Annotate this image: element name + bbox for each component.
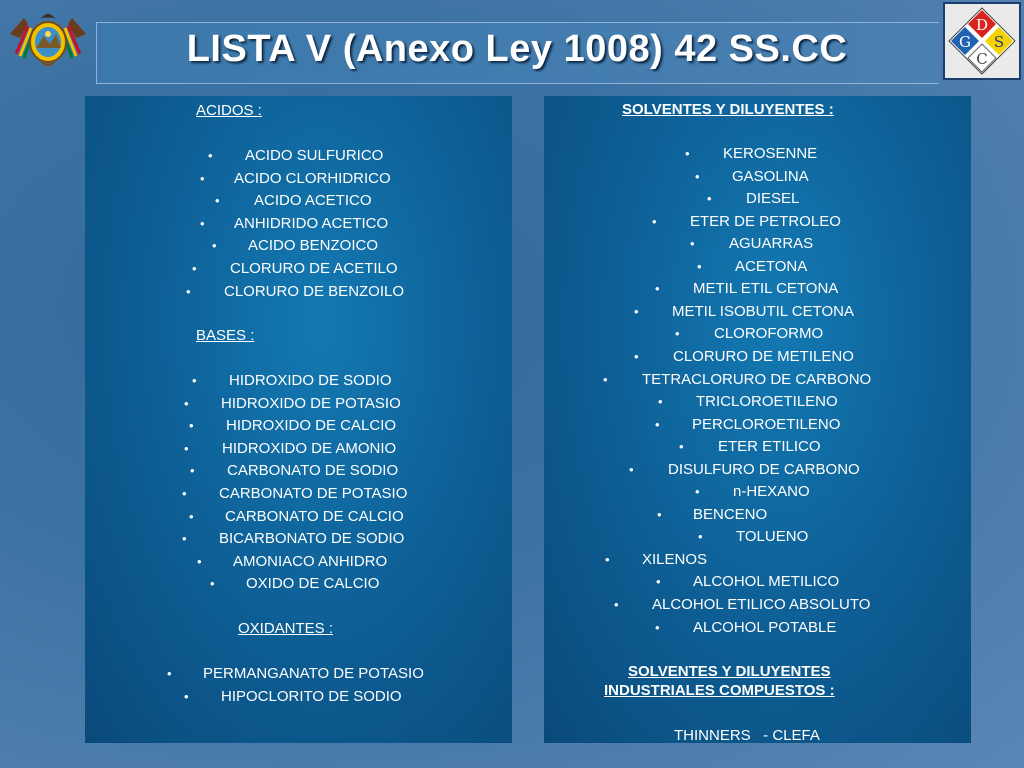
- list-item-text: AMONIACO ANHIDRO: [233, 552, 388, 570]
- bullet-icon: •: [614, 597, 619, 612]
- list-item-text: XILENOS: [642, 550, 708, 568]
- list-item-text: CLORURO DE ACETILO: [230, 260, 398, 277]
- list-item-text: ACIDO ACETICO: [254, 192, 372, 210]
- list-item-text: METIL ETIL CETONA: [693, 280, 839, 298]
- list-item-text: BICARBONATO DE SODIO: [219, 530, 405, 548]
- list-item-text: CLORURO DE METILENO: [673, 347, 854, 365]
- bullet-icon: •: [200, 215, 205, 231]
- list-item-text: TETRACLORURO DE CARBONO: [642, 370, 872, 388]
- list-item-text: HIDROXIDO DE CALCIO: [226, 417, 397, 435]
- solventes-heading: SOLVENTES Y DILUYENTES :: [622, 101, 834, 118]
- logo-letter-d: D: [975, 16, 989, 34]
- bullet-icon: •: [210, 576, 215, 592]
- list-item-text: ETER ETILICO: [718, 438, 821, 456]
- bullet-icon: •: [697, 258, 702, 274]
- bullet-icon: •: [698, 529, 703, 545]
- list-item-text: HIDROXIDO DE POTASIO: [221, 394, 401, 412]
- list-item-text: n-HEXANO: [733, 483, 810, 501]
- list-item-text: CLOROFORMO: [714, 325, 824, 343]
- list-item-text: HIPOCLORITO DE SODIO: [221, 687, 402, 705]
- bullet-icon: •: [695, 168, 700, 184]
- list-item-text: CARBONATO DE SODIO: [227, 462, 399, 480]
- logo-letter-s: S: [993, 33, 1005, 51]
- industriales-heading-line1: SOLVENTES Y DILUYENTES: [628, 663, 831, 680]
- list-item-text: ACIDO SULFURICO: [245, 147, 384, 164]
- list-item-text: TRICLOROETILENO: [696, 393, 838, 411]
- bullet-icon: •: [190, 463, 195, 479]
- industriales-heading-line2: INDUSTRIALES COMPUESTOS :: [604, 682, 835, 699]
- page-title: LISTA V (Anexo Ley 1008) 42 SS.CC: [186, 28, 848, 70]
- bullet-icon: •: [685, 146, 690, 161]
- list-item-text: METIL ISOBUTIL CETONA: [672, 302, 854, 320]
- logo-letter-c: C: [976, 50, 988, 68]
- list-item-text: ALCOHOL METILICO: [693, 573, 840, 591]
- bullet-icon: •: [675, 326, 680, 342]
- bullet-icon: •: [182, 531, 187, 547]
- list-item-text: CLORURO DE BENZOILO: [224, 282, 405, 300]
- bullet-icon: •: [634, 303, 639, 319]
- bullet-icon: •: [658, 394, 663, 410]
- bullet-icon: •: [189, 508, 194, 524]
- list-item-text: BENCENO: [693, 505, 768, 523]
- bullet-icon: •: [197, 553, 202, 569]
- bullet-icon: •: [182, 486, 187, 501]
- list-item-text: GASOLINA: [732, 167, 809, 185]
- list-item-text: DISULFURO DE CARBONO: [668, 460, 860, 478]
- bullet-icon: •: [629, 461, 634, 477]
- bullet-icon: •: [655, 619, 660, 635]
- bullet-icon: •: [605, 551, 610, 567]
- list-item-text: OXIDO DE CALCIO: [246, 575, 380, 593]
- bullet-icon: •: [212, 238, 217, 254]
- list-item-text: AGUARRAS: [729, 235, 814, 253]
- dgsc-logo-icon: [943, 2, 1021, 80]
- bullet-icon: •: [656, 574, 661, 590]
- list-item-text: HIDROXIDO DE SODIO: [229, 372, 392, 389]
- list-item-text: CARBONATO DE CALCIO: [225, 507, 404, 525]
- bullet-icon: •: [655, 281, 660, 297]
- bullet-icon: •: [192, 373, 197, 388]
- acidos-heading: ACIDOS :: [196, 102, 262, 119]
- bullet-icon: •: [657, 506, 662, 522]
- bullet-icon: •: [200, 170, 205, 186]
- bullet-icon: •: [184, 688, 189, 704]
- logo-letter-g: G: [959, 33, 971, 51]
- bullet-icon: •: [186, 283, 191, 299]
- list-item-text: DIESEL: [746, 190, 800, 208]
- list-item-text: ALCOHOL POTABLE: [693, 618, 837, 636]
- bases-heading: BASES :: [196, 327, 255, 344]
- bullet-icon: •: [189, 418, 194, 434]
- coat-of-arms-icon: [6, 4, 90, 70]
- bullet-icon: •: [695, 484, 700, 500]
- list-item-text: HIDROXIDO DE AMONIO: [222, 439, 397, 457]
- list-item-text: ACIDO BENZOICO: [248, 237, 379, 255]
- bullet-icon: •: [634, 348, 639, 364]
- bullet-icon: •: [652, 213, 657, 229]
- list-item-text: PERMANGANATO DE POTASIO: [203, 665, 424, 682]
- list-item-text: ETER DE PETROLEO: [690, 212, 841, 230]
- bullet-icon: •: [707, 191, 712, 207]
- list-item-text: TOLUENO: [736, 528, 809, 546]
- bullet-icon: •: [603, 371, 608, 387]
- oxidantes-heading: OXIDANTES :: [238, 620, 334, 637]
- bullet-icon: •: [167, 666, 172, 681]
- right-panel: [544, 96, 971, 743]
- list-item-text: ANHIDRIDO ACETICO: [234, 214, 389, 232]
- list-item-text: CARBONATO DE POTASIO: [219, 485, 408, 502]
- list-item-text: ACETONA: [735, 257, 808, 275]
- left-panel: [85, 96, 512, 743]
- thinners-text: THINNERS - CLEFA: [674, 727, 820, 744]
- bullet-icon: •: [184, 440, 189, 456]
- list-item-text: KEROSENNE: [723, 145, 818, 162]
- bullet-icon: •: [215, 193, 220, 209]
- bullet-icon: •: [655, 416, 660, 432]
- bullet-icon: •: [679, 439, 684, 455]
- list-item-text: ACIDO CLORHIDRICO: [234, 169, 391, 187]
- bullet-icon: •: [690, 236, 695, 252]
- bullet-icon: •: [208, 148, 213, 163]
- list-item-text: PERCLOROETILENO: [692, 415, 841, 433]
- bullet-icon: •: [192, 261, 197, 276]
- bullet-icon: •: [184, 395, 189, 411]
- list-item-text: ALCOHOL ETILICO ABSOLUTO: [652, 596, 871, 613]
